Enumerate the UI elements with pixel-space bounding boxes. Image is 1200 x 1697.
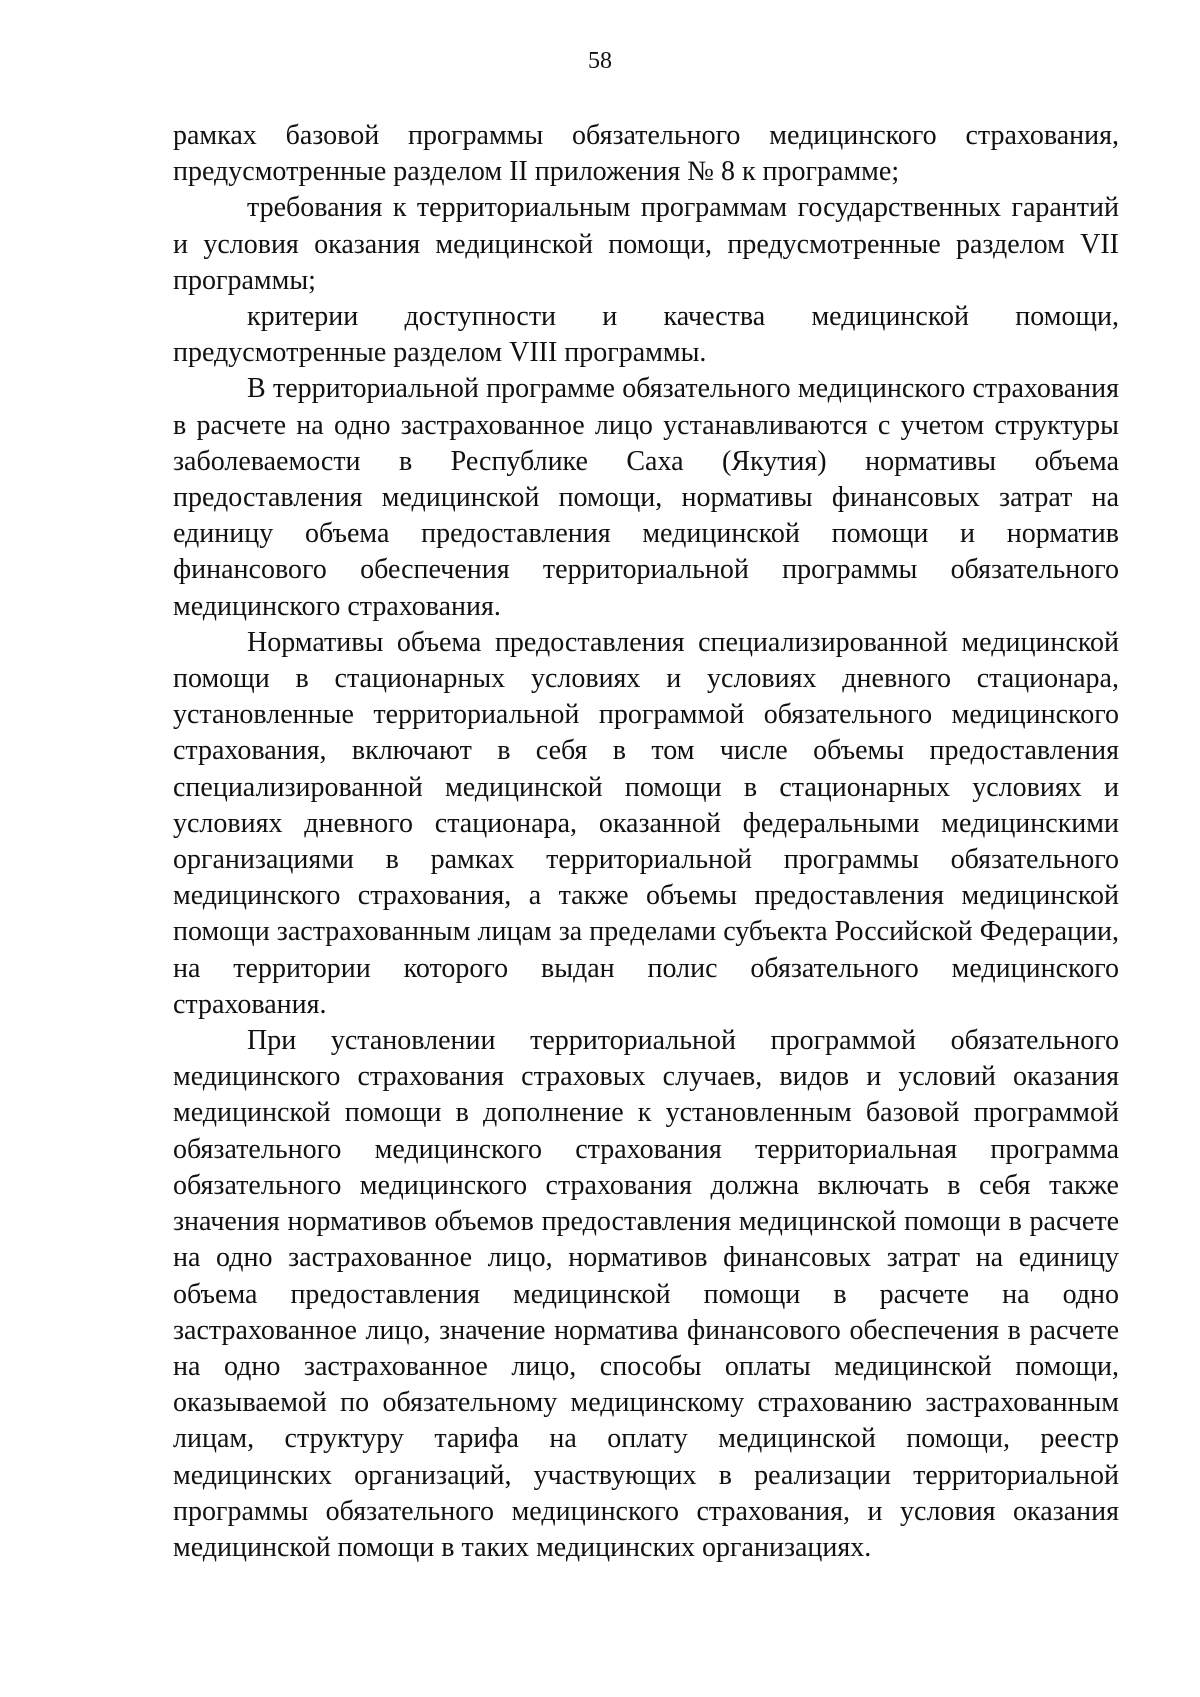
- paragraph-territorial-program: В территориальной программе обязательного медицинского страхования в расчете на одно застрахованное лицо устанавливаются с учетом структуры заболеваемости в Республике Саха (Якутия) нормативы объема предоставления медицинской помощи, нормативы финансовых затрат на единицу объема предоставления медицинской помощи и норматив финансового обеспечения территориальной программы обязательного медицинского страхования.: [173, 373, 1119, 622]
- paragraph-requirements: требования к территориальным программам государственных гарантий и условия оказания медицинской помощи, предусмотренные разделом VII программы;: [173, 192, 1119, 296]
- paragraph-insurance-cases: При установлении территориальной программой обязательного медицинского страхования страховых случаев, видов и условий оказания медицинской помощи в дополнение к установленным базовой программой обязательного медицинского страхования территориальная программа обязательного медицинского страхования должна включать в себя также значения нормативов объемов предоставления медицинской помощи в расчете на одно застрахованное лицо, нормативов финансовых затрат на единицу объема предоставления медицинской помощи в расчете на одно застрахованное лицо, значение норматива финансового обеспечения в расчете на одно застрахованное лицо, способы оплаты медицинской помощи, оказываемой по обязательному медицинскому страхованию застрахованным лицам, структуру тарифа на оплату медицинской помощи, реестр медицинских организаций, участвующих в реализации территориальной программы обязательного медицинского страхования, и условия оказания медицинской помощи в таких медицинских организациях.: [173, 1025, 1119, 1563]
- paragraph-continuation: рамках базовой программы обязательного медицинского страхования, предусмотренные разделом II приложения № 8 к программе;: [173, 120, 1119, 188]
- document-body: [173, 118, 1119, 1566]
- page-number: 58: [588, 48, 612, 74]
- paragraph-volume-norms: Нормативы объема предоставления специализированной медицинской помощи в стационарных условиях и условиях дневного стационара, установленные территориальной программой обязательного медицинского страхования, включают в себя в том числе объемы предоставления специализированной медицинской помощи в стационарных условиях и условиях дневного стационара, оказанной федеральными медицинскими организациями в рамках территориальной программы обязательного медицинского страхования, а также объемы предоставления медицинской помощи застрахованным лицам за пределами субъекта Российской Федерации, на территории которого выдан полис обязательного медицинского страхования.: [173, 626, 1119, 1020]
- paragraph-criteria: критерии доступности и качества медицинской помощи, предусмотренные разделом VIII программы.: [173, 301, 1119, 369]
